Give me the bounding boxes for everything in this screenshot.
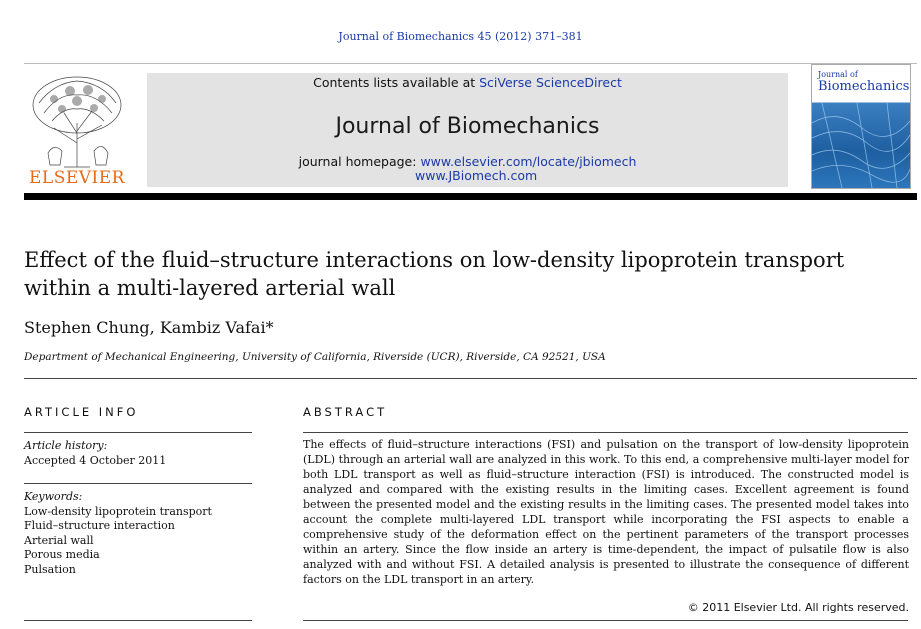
affiliation: Department of Mechanical Engineering, University of California, Riverside (UCR), Riverside, CA 92521, USA (24, 351, 606, 363)
affiliation-rule (24, 378, 917, 379)
contents-prefix: Contents lists available at (313, 75, 480, 90)
elsevier-tree-icon (24, 73, 130, 169)
journal-homepage (147, 155, 788, 183)
article-history (24, 439, 166, 468)
article-info-rule (24, 432, 252, 433)
copyright: © 2011 Elsevier Ltd. All rights reserved. (687, 601, 909, 614)
left-bottom-rule (24, 620, 252, 621)
journal-name: Journal of Biomechanics (335, 114, 600, 139)
keyword-item: Arterial wall (24, 533, 94, 547)
cover-title-big: Biomechanics (818, 79, 910, 94)
abstract-rule (303, 432, 908, 433)
keywords-label: Keywords: (24, 490, 83, 503)
header-bottom-rule (24, 193, 917, 200)
history-rule (24, 483, 252, 484)
keyword-item: Porous media (24, 548, 100, 562)
history-value: Accepted 4 October 2011 (24, 453, 167, 467)
journal-cover-image[interactable] (811, 64, 911, 189)
abstract-text: The effects of fluid–structure interactions (FSI) and pulsation on the transport of low-density lipoprotein (LDL) through an arterial wall are analyzed in this work. To this end, a comprehensive multi-layer model for both LDL transport as well as fluid–structure interaction (FSI) is introduced. The constructed model is analyzed and compared with the existing results in the limiting cases. Excellent agreement is found between the presented model and the existing results in the limiting cases. The presented model takes into account the complete multi-layered LDL transport while incorporating the FSI aspects to enable a comprehensive study of the deformation effect on the pertinent parameters of the transport processes within an artery. Since the flow inside an artery is time-dependent, the impact of pulsatile flow is also analyzed with and without FSI. A detailed analysis is presented to illustrate the consequence of different factors on the LDL transport in an artery. (303, 438, 909, 586)
sciencedirect-link[interactable]: SciVerse ScienceDirect (479, 75, 622, 90)
keyword-item: Pulsation (24, 562, 76, 576)
corresponding-author-mark[interactable]: * (265, 318, 274, 337)
header-top-rule (24, 63, 917, 64)
contents-line (147, 75, 788, 90)
paper-title: Effect of the fluid–structure interactions on low-density lipoprotein transport within a multi-layered arterial wall (24, 248, 845, 300)
keywords-block (24, 490, 212, 578)
article-info-heading: ARTICLE INFO (24, 405, 139, 419)
elsevier-logo[interactable] (24, 73, 130, 188)
homepage-prefix: journal homepage: (298, 154, 421, 169)
cover-art-icon (812, 103, 910, 188)
cover-title-small: Journal of (818, 70, 858, 79)
keyword-item: Fluid–structure interaction (24, 519, 175, 533)
history-label: Article history: (24, 439, 108, 452)
authors (24, 318, 274, 337)
publisher-name: ELSEVIER (29, 168, 125, 188)
homepage-link-jbiomech[interactable]: www.JBiomech.com (415, 168, 538, 183)
keyword-item: Low-density lipoprotein transport (24, 504, 212, 518)
cover-title (818, 69, 909, 93)
journal-citation[interactable]: Journal of Biomechanics 45 (2012) 371–381 (338, 30, 583, 43)
author-names: Stephen Chung, Kambiz Vafai (24, 318, 266, 337)
homepage-link-elsevier[interactable]: www.elsevier.com/locate/jbiomech (420, 154, 637, 169)
right-bottom-rule (303, 620, 908, 621)
abstract-heading: ABSTRACT (303, 405, 388, 419)
journal-banner (147, 73, 788, 187)
